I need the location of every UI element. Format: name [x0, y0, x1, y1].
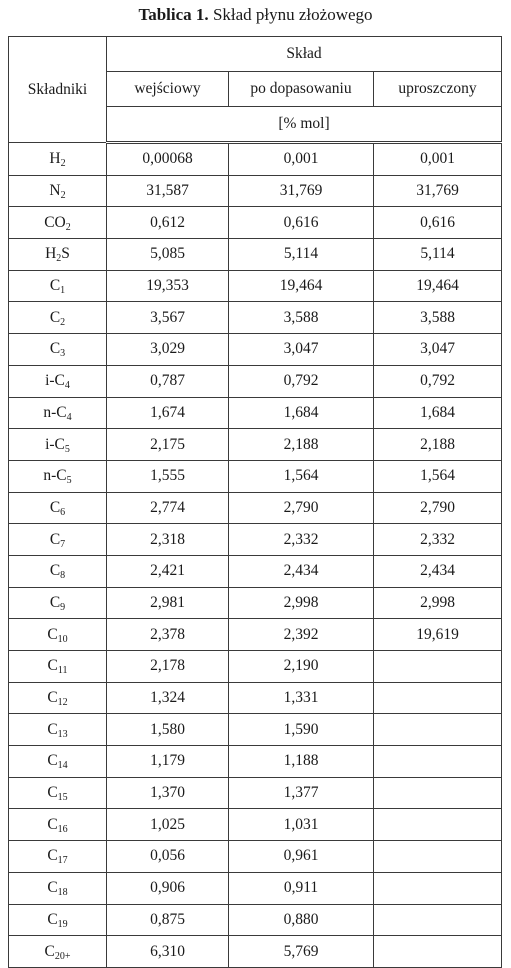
- table-row: [9, 619, 502, 651]
- component-subscript: 13: [57, 728, 68, 740]
- component-name: [9, 143, 107, 176]
- table-row: [9, 207, 502, 239]
- value-simplified: 0,792: [374, 365, 502, 397]
- component-subscript: 9: [60, 601, 66, 613]
- component-name: [9, 460, 107, 492]
- value-simplified: [374, 777, 502, 809]
- component-base: C: [47, 625, 58, 643]
- value-simplified: 5,114: [374, 239, 502, 271]
- component-subscript: 8: [60, 570, 66, 582]
- value-simplified: [374, 682, 502, 714]
- component-subscript: 7: [60, 538, 66, 550]
- value-simplified: [374, 651, 502, 683]
- header-simplified: uproszczony: [374, 72, 502, 107]
- value-input: 1,555: [107, 460, 229, 492]
- component-subscript: 20+: [54, 950, 71, 962]
- caption-title: Skład płynu złożowego: [212, 5, 373, 24]
- component-subscript: 16: [57, 823, 68, 835]
- component-subscript: 4: [64, 380, 70, 392]
- header-unit: [% mol]: [107, 107, 502, 143]
- component-subscript: 14: [57, 760, 68, 772]
- component-name: [9, 239, 107, 271]
- value-fitted: 3,047: [229, 334, 374, 366]
- component-base: C: [49, 308, 61, 326]
- composition-table: [8, 36, 502, 968]
- value-fitted: 2,188: [229, 429, 374, 461]
- table-row: [9, 302, 502, 334]
- component-subscript: 3: [60, 348, 66, 360]
- value-fitted: 0,880: [229, 904, 374, 936]
- value-input: 2,178: [107, 651, 229, 683]
- value-input: 1,179: [107, 746, 229, 778]
- value-simplified: 2,434: [374, 555, 502, 587]
- value-simplified: 2,790: [374, 492, 502, 524]
- value-simplified: [374, 841, 502, 873]
- component-name: [9, 555, 107, 587]
- component-subscript: 18: [57, 887, 68, 899]
- table-row: [9, 872, 502, 904]
- component-base: C: [49, 530, 61, 548]
- component-name: [9, 872, 107, 904]
- component-base: C: [49, 498, 61, 516]
- value-input: 2,421: [107, 555, 229, 587]
- component-name: [9, 270, 107, 302]
- value-input: 19,353: [107, 270, 229, 302]
- table-row: [9, 143, 502, 176]
- table-row: [9, 682, 502, 714]
- table-row: [9, 524, 502, 556]
- table-row: [9, 429, 502, 461]
- value-simplified: 19,619: [374, 619, 502, 651]
- value-input: 2,175: [107, 429, 229, 461]
- table-row: [9, 904, 502, 936]
- component-subscript: 2: [56, 253, 62, 265]
- value-fitted: 0,961: [229, 841, 374, 873]
- component-name: [9, 207, 107, 239]
- value-simplified: 19,464: [374, 270, 502, 302]
- value-simplified: 0,001: [374, 143, 502, 176]
- value-simplified: 3,588: [374, 302, 502, 334]
- component-suffix: S: [61, 245, 70, 263]
- value-simplified: 2,332: [374, 524, 502, 556]
- value-input: 0,875: [107, 904, 229, 936]
- component-subscript: 2: [60, 190, 66, 202]
- component-base: C: [47, 910, 58, 928]
- value-simplified: 2,998: [374, 587, 502, 619]
- value-fitted: 2,434: [229, 555, 374, 587]
- component-base: C: [47, 847, 58, 865]
- component-name: [9, 175, 107, 207]
- component-base: C: [47, 784, 58, 802]
- header-input: wejściowy: [107, 72, 229, 107]
- component-name: [9, 365, 107, 397]
- component-subscript: 5: [66, 475, 72, 487]
- value-fitted: 31,769: [229, 175, 374, 207]
- component-base: N: [49, 182, 61, 200]
- component-base: C: [49, 562, 61, 580]
- table-row: [9, 809, 502, 841]
- component-base: CO: [44, 213, 66, 231]
- component-name: [9, 619, 107, 651]
- component-name: [9, 587, 107, 619]
- value-fitted: 2,332: [229, 524, 374, 556]
- table-row: [9, 365, 502, 397]
- component-subscript: 12: [57, 697, 68, 709]
- value-fitted: 2,790: [229, 492, 374, 524]
- component-subscript: 4: [66, 411, 72, 423]
- table-caption: [0, 0, 511, 34]
- component-name: [9, 682, 107, 714]
- value-input: 0,906: [107, 872, 229, 904]
- component-subscript: 11: [57, 665, 68, 677]
- header-composition: Skład: [107, 37, 502, 72]
- value-input: 6,310: [107, 936, 229, 968]
- header-fitted: po dopasowaniu: [229, 72, 374, 107]
- value-input: 0,787: [107, 365, 229, 397]
- value-input: 3,567: [107, 302, 229, 334]
- component-base: C: [49, 340, 61, 358]
- component-base: C: [47, 689, 58, 707]
- component-subscript: 15: [57, 792, 68, 804]
- component-base: n-C: [43, 467, 67, 485]
- value-simplified: [374, 936, 502, 968]
- table-row: [9, 651, 502, 683]
- component-name: [9, 397, 107, 429]
- component-base: C: [49, 277, 61, 295]
- value-input: 2,378: [107, 619, 229, 651]
- value-fitted: 1,377: [229, 777, 374, 809]
- component-name: [9, 746, 107, 778]
- caption-label: Tablica 1.: [138, 5, 209, 24]
- component-name: [9, 302, 107, 334]
- table-row: [9, 397, 502, 429]
- value-fitted: 3,588: [229, 302, 374, 334]
- value-simplified: [374, 714, 502, 746]
- component-base: H: [49, 149, 61, 167]
- component-name: [9, 429, 107, 461]
- value-simplified: 2,188: [374, 429, 502, 461]
- value-simplified: [374, 904, 502, 936]
- table-row: [9, 714, 502, 746]
- table-row: [9, 841, 502, 873]
- value-fitted: 1,590: [229, 714, 374, 746]
- value-input: 1,580: [107, 714, 229, 746]
- value-input: 0,00068: [107, 143, 229, 176]
- value-fitted: 5,114: [229, 239, 374, 271]
- value-input: 1,370: [107, 777, 229, 809]
- value-fitted: 0,911: [229, 872, 374, 904]
- component-base: i-C: [45, 435, 65, 453]
- component-name: [9, 524, 107, 556]
- table-row: [9, 777, 502, 809]
- component-subscript: 19: [57, 918, 68, 930]
- value-fitted: 1,564: [229, 460, 374, 492]
- value-fitted: 0,792: [229, 365, 374, 397]
- value-fitted: 0,616: [229, 207, 374, 239]
- value-input: 3,029: [107, 334, 229, 366]
- value-fitted: 1,331: [229, 682, 374, 714]
- value-input: 2,981: [107, 587, 229, 619]
- value-fitted: 19,464: [229, 270, 374, 302]
- component-base: H: [45, 245, 57, 263]
- value-input: 1,324: [107, 682, 229, 714]
- header-components: Składniki: [9, 37, 107, 143]
- value-input: 0,612: [107, 207, 229, 239]
- component-subscript: 2: [60, 316, 66, 328]
- value-fitted: 5,769: [229, 936, 374, 968]
- table-row: [9, 936, 502, 968]
- value-fitted: 1,031: [229, 809, 374, 841]
- value-fitted: 0,001: [229, 143, 374, 176]
- value-input: 2,774: [107, 492, 229, 524]
- value-input: 31,587: [107, 175, 229, 207]
- component-name: [9, 651, 107, 683]
- component-name: [9, 904, 107, 936]
- component-subscript: 2: [65, 221, 71, 233]
- value-simplified: 1,564: [374, 460, 502, 492]
- component-subscript: 5: [64, 443, 70, 455]
- table-row: [9, 587, 502, 619]
- component-subscript: 6: [60, 506, 66, 518]
- table-row: [9, 746, 502, 778]
- value-fitted: 1,188: [229, 746, 374, 778]
- value-input: 0,056: [107, 841, 229, 873]
- value-simplified: [374, 872, 502, 904]
- component-subscript: 1: [60, 285, 66, 297]
- value-simplified: 31,769: [374, 175, 502, 207]
- component-name: [9, 334, 107, 366]
- table-row: [9, 492, 502, 524]
- component-name: [9, 492, 107, 524]
- component-base: n-C: [43, 403, 67, 421]
- table-row: [9, 239, 502, 271]
- value-input: 5,085: [107, 239, 229, 271]
- component-base: C: [44, 942, 55, 960]
- component-base: C: [47, 752, 58, 770]
- value-simplified: [374, 746, 502, 778]
- value-simplified: 3,047: [374, 334, 502, 366]
- component-subscript: 17: [57, 855, 68, 867]
- component-base: C: [47, 720, 58, 738]
- table-row: [9, 460, 502, 492]
- component-subscript: 2: [60, 157, 66, 169]
- component-name: [9, 714, 107, 746]
- value-input: 1,025: [107, 809, 229, 841]
- value-simplified: [374, 809, 502, 841]
- value-input: 1,674: [107, 397, 229, 429]
- value-simplified: 0,616: [374, 207, 502, 239]
- table-row: [9, 270, 502, 302]
- table-row: [9, 334, 502, 366]
- component-base: C: [49, 593, 61, 611]
- value-input: 2,318: [107, 524, 229, 556]
- component-base: C: [47, 657, 58, 675]
- component-name: [9, 809, 107, 841]
- component-name: [9, 841, 107, 873]
- component-subscript: 10: [57, 633, 68, 645]
- table-row: [9, 175, 502, 207]
- value-simplified: 1,684: [374, 397, 502, 429]
- component-base: C: [47, 879, 58, 897]
- component-base: C: [47, 815, 58, 833]
- table-row: [9, 555, 502, 587]
- component-name: [9, 777, 107, 809]
- value-fitted: 1,684: [229, 397, 374, 429]
- component-name: [9, 936, 107, 968]
- value-fitted: 2,998: [229, 587, 374, 619]
- value-fitted: 2,392: [229, 619, 374, 651]
- value-fitted: 2,190: [229, 651, 374, 683]
- component-base: i-C: [45, 372, 65, 390]
